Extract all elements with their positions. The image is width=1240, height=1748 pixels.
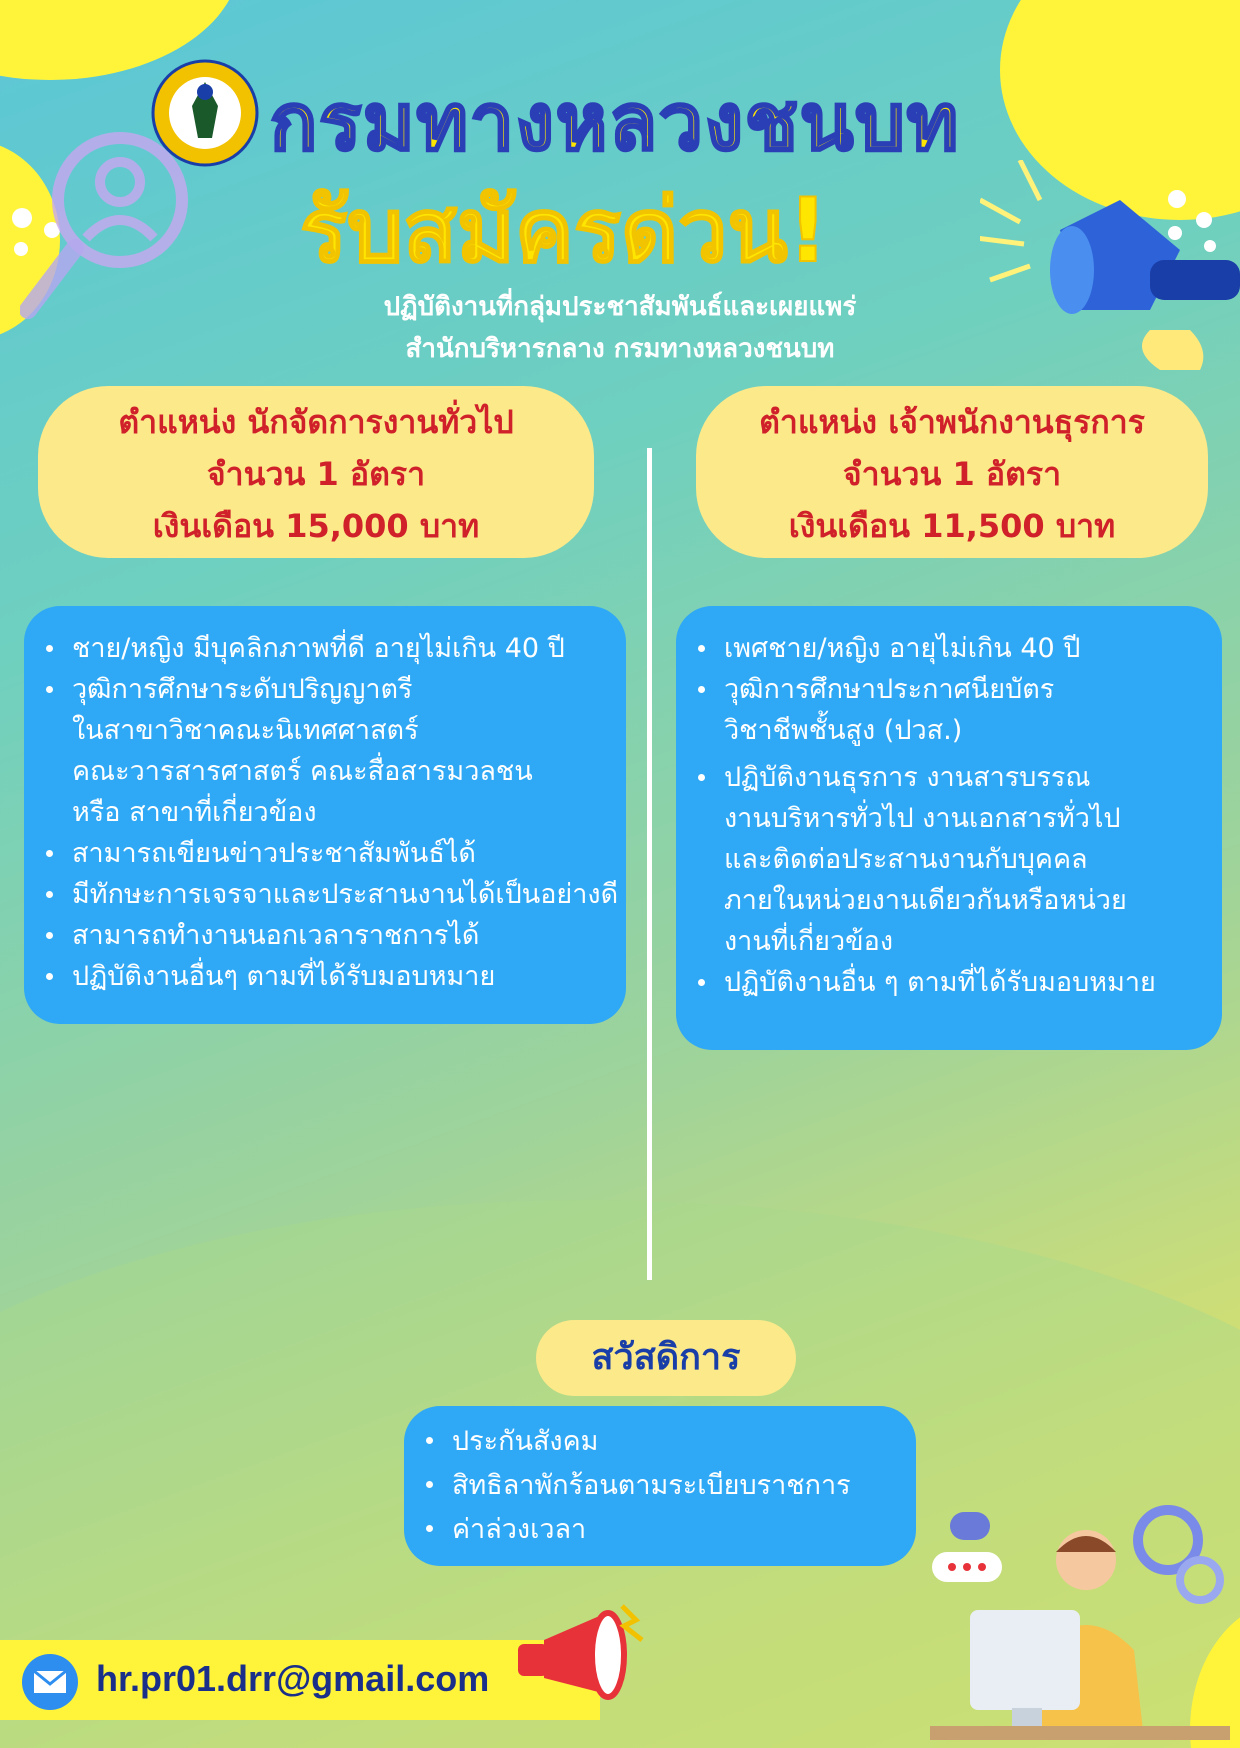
department-logo — [150, 58, 260, 168]
support-agent-illustration — [930, 1500, 1230, 1740]
welfare-list — [404, 1420, 916, 1552]
position-salary: เงินเดือน 11,500 บาท — [788, 507, 1116, 545]
column-divider — [647, 448, 652, 1280]
list-item — [724, 669, 1222, 751]
list-item: สามารถทำงานนอกเวลาราชการได้ — [72, 915, 626, 956]
list-item: ประกันสังคม — [452, 1420, 916, 1464]
loudspeaker-icon — [504, 1600, 654, 1720]
qualifications-card-right — [676, 606, 1222, 1050]
list-item — [724, 757, 1222, 962]
list-item: มีทักษะการเจรจาและประสานงานได้เป็นอย่างดี — [72, 874, 626, 915]
contact-email-link[interactable]: hr.pr01.drr@gmail.com — [96, 1658, 490, 1699]
qualifications-list — [24, 628, 626, 997]
list-item-line: งานที่เกี่ยวข้อง — [724, 926, 894, 957]
list-item-line: และติดต่อประสานงานกับบุคคล — [724, 844, 1088, 875]
welfare-card — [404, 1406, 916, 1566]
position-title: ตำแหน่ง นักจัดการงานทั่วไป — [118, 403, 514, 441]
agent-icon — [930, 1500, 1230, 1740]
position-count: จำนวน 1 อัตรา — [206, 455, 426, 493]
position-salary: เงินเดือน 15,000 บาท — [152, 507, 480, 545]
list-item: สิทธิลาพักร้อนตามระเบียบราชการ — [452, 1464, 916, 1508]
list-item: เพศชาย/หญิง อายุไม่เกิน 40 ปี — [724, 628, 1222, 669]
list-item: สามารถเขียนข่าวประชาสัมพันธ์ได้ — [72, 833, 626, 874]
list-item — [72, 669, 626, 833]
list-item-line: งานบริหารทั่วไป งานเอกสารทั่วไป — [724, 803, 1121, 834]
qualifications-card-left — [24, 606, 626, 1024]
list-item-line: วุฒิการศึกษาระดับปริญญาตรี — [72, 674, 413, 705]
position-header-right — [696, 386, 1208, 558]
page-title: กรมทางหลวงชนบท — [270, 78, 961, 168]
envelope-icon — [20, 1652, 80, 1712]
list-item-line: ปฏิบัติงานธุรการ งานสารบรรณ — [724, 762, 1091, 793]
subtitle-line-2: สำนักบริหารกลาง กรมทางหลวงชนบท — [405, 334, 835, 364]
position-header-left — [38, 386, 594, 558]
list-item-line: ในสาขาวิชาคณะนิเทศศาสตร์ — [72, 715, 419, 746]
position-title: ตำแหน่ง เจ้าพนักงานธุรการ — [759, 403, 1145, 441]
welfare-title: สวัสดิการ — [536, 1320, 796, 1396]
position-count: จำนวน 1 อัตรา — [842, 455, 1062, 493]
list-item-line: ภายในหน่วยงานเดียวกันหรือหน่วย — [724, 885, 1127, 916]
qualifications-list — [676, 628, 1222, 1003]
list-item: ปฏิบัติงานอื่นๆ ตามที่ได้รับมอบหมาย — [72, 956, 626, 997]
list-item: ปฏิบัติงานอื่น ๆ ตามที่ได้รับมอบหมาย — [724, 962, 1222, 1003]
list-item: ชาย/หญิง มีบุคลิกภาพที่ดี อายุไม่เกิน 40 ปี — [72, 628, 626, 669]
list-item-line: วุฒิการศึกษาประกาศนียบัตร — [724, 674, 1055, 705]
list-item-line: คณะวารสารศาสตร์ คณะสื่อสารมวลชน — [72, 756, 533, 787]
list-item-line: วิชาชีพชั้นสูง (ปวส.) — [724, 715, 963, 746]
recruitment-headline: รับสมัครด่วน! — [300, 179, 828, 282]
subtitle-line-1: ปฏิบัติงานที่กลุ่มประชาสัมพันธ์และเผยแพร่ — [383, 292, 857, 322]
list-item: ค่าล่วงเวลา — [452, 1508, 916, 1552]
list-item-line: หรือ สาขาที่เกี่ยวข้อง — [72, 797, 317, 828]
